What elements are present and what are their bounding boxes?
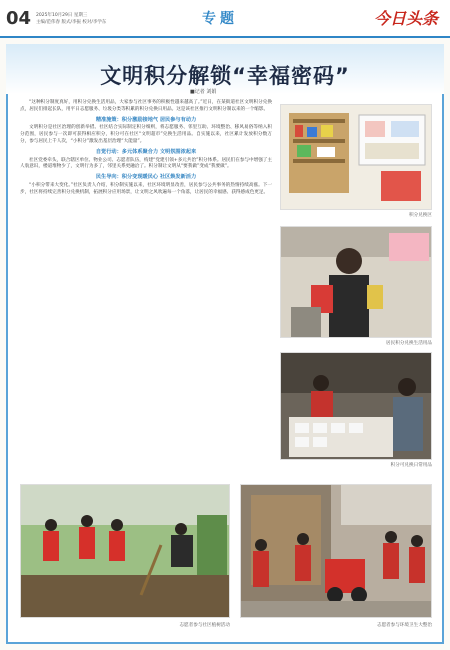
photo-cleanup [240, 484, 432, 618]
photo-exchange-counter [280, 352, 432, 460]
section-heading-2: 自觉行动：多元体系聚合力 文明氛围浓起来 [95, 148, 197, 155]
page-number: 04 [6, 8, 32, 29]
section-body-1: 文明积分是社区治理的创新举措。社区结合实际制定积分细则，将志愿服务、邻里互助、环境整治、移风易俗等纳入积分范围，居民参与一次即可获得相应积分，积分可在社区“文明超市”兑换生活用品。自实施以来，社区累计发放积分数万分，参与居民上千人次，“小积分”激发出基层治理“大能量”。 [20, 125, 272, 144]
photo-caption-5: 志愿者参与环境卫生大整治 [376, 623, 432, 628]
section-body-3: “小积分带来大变化。”社区负责人介绍，积分制实施以来，社区环境明显改善，居民参与公共事务的热情持续高涨。下一步，社区将持续完善积分兑换机制，拓展积分应用场景，让文明之风吹遍每一个角落，让居民的幸福感、获得感成色更足。 [20, 182, 272, 195]
photo-caption-1: 积分兑换区 [409, 213, 432, 218]
issue-meta [36, 12, 106, 26]
editor-credits: 主编/范伟春 版式/李振 校对/李学东 [36, 20, 107, 25]
article-body [20, 100, 272, 198]
article-intro: “这种积分制度真好，用积分兑换生活用品，大家参与社区事务的积极性越来越高了。”近日，在某街道社区文明积分兑换点，居民们排起长队，用平日志愿服务、垃圾分类等积累的积分兑换日用品。这是该社区推行文明积分制以来的一个缩影。 [20, 100, 272, 112]
photo-resident-exchange [280, 226, 432, 338]
section-body-2: 社区党委牵头，联合辖区单位、物业公司、志愿者队伍，构建“党建引领+多元共治”积分体系。居民们在参与中增强了主人翁意识，楼道堆物少了，文明行为多了，邻里关系更融洽了。积分制让文明从“要我做”变成“我要做”。 [20, 157, 272, 170]
section-heading-1: 精准施策：积分激励接地气 居民参与有动力 [95, 116, 197, 123]
article-byline: ■记者 刘娟 [190, 89, 217, 95]
photo-tree-planting [20, 484, 230, 618]
issue-date: 2025年10月29日 星期三 [36, 13, 88, 18]
photo-caption-3: 积分可兑换日常用品 [390, 463, 432, 468]
section-title: 专题 [202, 11, 238, 27]
page-header [0, 0, 450, 38]
article-title: 文明积分解锁“幸福密码” [100, 64, 350, 88]
masthead-logo: 今日头条 [373, 9, 438, 28]
photo-caption-4: 志愿者参与社区植树活动 [179, 623, 230, 628]
photo-caption-2: 居民积分兑换生活用品 [386, 341, 432, 346]
photo-exchange-area [280, 104, 432, 210]
section-heading-3: 民生导向：积分变现暖民心 社区焕发新活力 [95, 174, 197, 181]
